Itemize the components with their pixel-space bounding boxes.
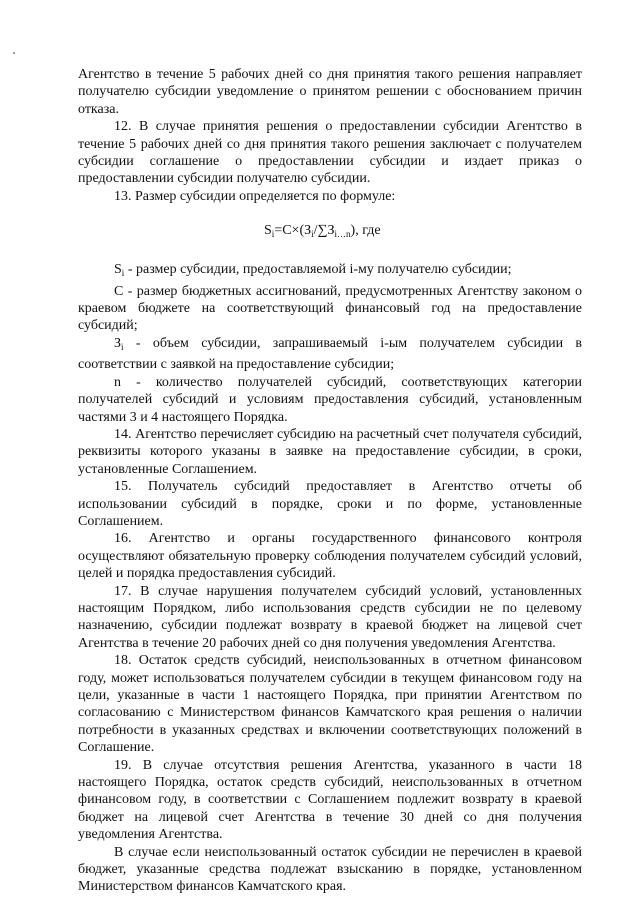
definition-text: - объем субсидии, запрашиваемый i-ым получателем субсидии в соответствии с заявкой на предоставление субсидии; [78, 335, 582, 373]
definition-symbol [114, 375, 121, 390]
formula-sum-index: i…n [334, 229, 351, 240]
symbol-letter: С [114, 283, 124, 299]
formula-equals-part: =C×(З [274, 223, 312, 239]
formula-tail: ), где [350, 223, 381, 239]
paragraph-15: 15. Получатель субсидий предоставляет в Агентство отчеты об использовании субсидий в порядке, сроки и по форме, установленные Соглашением. [78, 479, 582, 529]
symbol-letter: З [114, 335, 122, 351]
definition-c [78, 283, 582, 335]
paragraph-12: 12. В случае принятия решения о предоставлении субсидии Агентство в течение 5 рабочих дней со дня принятия такого решения заключает с получателем субсидии соглашение о предоставлении субсидии и издает приказ о предоставлении субсидии получателю субсидии. [78, 119, 582, 187]
symbol-letter: S [114, 262, 122, 278]
definition-si [78, 261, 582, 282]
definition-text: - размер бюджетных ассигнований, предусмотренных Агентству законом о краевом бюджете на соответствующий финансовый год на предоставление субсидий; [78, 283, 582, 334]
formula-z-index: i [311, 229, 314, 240]
symbol-index: i [121, 341, 124, 352]
definition-symbol [114, 284, 123, 299]
symbol-letter: n [114, 374, 121, 390]
paragraph-19-continuation: В случае если неиспользованный остаток субсидии не перечислен в краевой бюджет, указанные средства подлежат взысканию в порядке, установленном Министерством финансов Камчатского края. [78, 844, 582, 895]
definition-zi [78, 335, 582, 374]
paragraph-16: 16. Агентство и органы государственного финансового контроля осуществляют обязательную проверку соблюдения получателем субсидий условий, целей и порядка предоставления субсидий. [78, 531, 582, 582]
formula-sum-part: /∑З [313, 223, 335, 239]
paragraph-18: 18. Остаток средств субсидий, неиспользованных в отчетном финансовом году, может использоваться получателем субсидии в текущем финансовом году на цели, указанные в части 1 настоящего Порядка, при принятии Агентством по согласованию с Министерством финансов Камчатского края решения о наличии потребности в указанных средствах и включении соответствующих положений в Соглашение. [78, 653, 582, 756]
formula-s: S [264, 223, 272, 239]
paragraph-17: 17. В случае нарушения получателем субсидий условий, установленных настоящим Порядком, либо использования средств субсидии не по целевому назначению, субсидии подлежат возврату в краевой бюджет на лицевой счет Агентства в течение 20 рабочих дней со дня получения уведомления Агентства. [78, 583, 582, 651]
paragraph-continuation: Агентство в течение 5 рабочих дней со дня принятия такого решения направляет получателю субсидии уведомление о принятом решении с обоснованием причин отказа. [78, 67, 582, 117]
definition-symbol [114, 262, 124, 277]
definition-symbol [114, 336, 124, 351]
definition-text: - количество получателей субсидий, соответствующих категории получателей субсидий и условиям предоставления субсидий, установленным частями 3 и 4 настоящего Порядка. [78, 374, 582, 425]
paragraph-19: 19. В случае отсутствия решения Агентства, указанного в части 18 настоящего Порядка, остаток средств субсидий, неиспользованных в отчетном финансовом году, в соответствии с Соглашением подлежит возврату в краевой бюджет на лицевой счет Агентства в течение 30 дней со дня получения уведомления Агентства. [78, 757, 582, 843]
scan-speck [13, 52, 15, 54]
paragraph-13: 13. Размер субсидии определяется по формуле: [114, 188, 396, 204]
definition-n [78, 374, 582, 426]
symbol-index: i [121, 268, 125, 279]
subsidy-formula [78, 222, 582, 243]
document-body [78, 66, 582, 896]
formula-s-index: i [271, 229, 275, 240]
paragraph-14: 14. Агентство перечисляет субсидию на расчетный счет получателя субсидий, реквизиты которого указаны в заявке на предоставление субсидии, в сроки, установленные Соглашением. [78, 426, 582, 477]
definition-text: - размер субсидии, предоставляемой i-му получателю субсидии; [124, 262, 512, 278]
